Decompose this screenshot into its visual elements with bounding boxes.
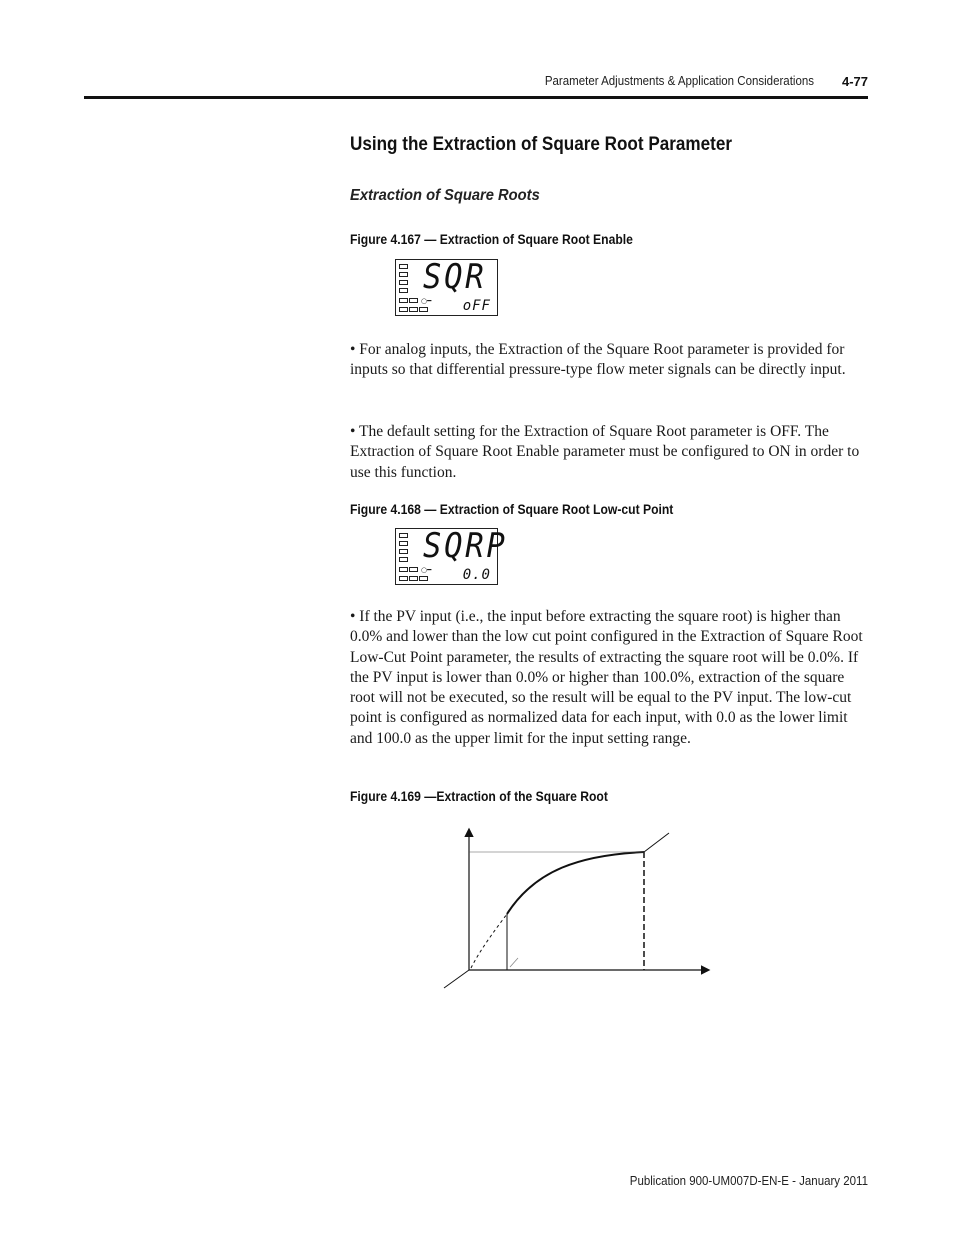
page-number: 4-77 bbox=[841, 74, 868, 89]
lcd-display-sqr bbox=[395, 259, 498, 316]
figure-caption-4-168: Figure 4.168 — Extraction of Square Root Low-cut Point bbox=[350, 502, 674, 517]
lcd-display-sqrp bbox=[395, 526, 508, 585]
key-icon: ○━ bbox=[421, 566, 432, 574]
status-indicator bbox=[409, 567, 418, 572]
status-indicator bbox=[399, 307, 408, 312]
status-indicator bbox=[399, 557, 408, 562]
status-indicator bbox=[399, 549, 408, 554]
status-indicator bbox=[399, 264, 408, 269]
running-title: Parameter Adjustments & Application Considerations bbox=[544, 74, 814, 88]
status-indicator bbox=[399, 576, 408, 581]
status-indicator bbox=[419, 307, 428, 312]
identity-line-upper bbox=[644, 833, 669, 852]
figure-caption-4-169: Figure 4.169 —Extraction of the Square Root bbox=[350, 789, 608, 804]
paragraph-default-setting: • The default setting for the Extraction of Square Root parameter is OFF. The Extraction of Square Root Enable parameter must be configured to ON in order to use this function. bbox=[350, 423, 860, 481]
lcd-sub-value: oFF bbox=[462, 298, 491, 314]
low-cut-pointer bbox=[510, 958, 518, 967]
status-indicator bbox=[399, 272, 408, 277]
status-indicator bbox=[399, 533, 408, 538]
section-subtitle: Extraction of Square Roots bbox=[350, 187, 540, 204]
status-indicator bbox=[399, 280, 408, 285]
square-root-diagram bbox=[440, 825, 720, 995]
status-indicator bbox=[399, 567, 408, 572]
status-indicator bbox=[399, 288, 408, 293]
lcd-main-value: SQRP bbox=[423, 526, 508, 566]
lcd-main-value: SQR bbox=[423, 257, 487, 297]
section-title: Using the Extraction of Square Root Parameter bbox=[350, 134, 732, 155]
paragraph-pv-input: • If the PV input (i.e., the input before extracting the square root) is higher than 0.0% and lower than the low cut point configured in the Extraction of Square Root Low-Cut Point parameter, the results of extracting the square root will be 0.0%. If the PV input is lower than 0.0% or higher than 100.0%, extraction of the square root will not be executed, so the result will be equal to the PV input. The low-cut point is configured as normalized data for each input, with 0.0 as the lower limit and 100.0 as the upper limit for the input setting range. bbox=[350, 608, 863, 747]
lcd-sub-value: 0.0 bbox=[462, 567, 491, 583]
status-indicator bbox=[409, 576, 418, 581]
status-indicator bbox=[399, 541, 408, 546]
low-cut-dashed-curve bbox=[471, 914, 507, 968]
identity-line-lower bbox=[444, 970, 469, 988]
square-root-curve bbox=[507, 852, 644, 914]
key-icon: ○━ bbox=[421, 297, 432, 305]
paragraph-analog-inputs: • For analog inputs, the Extraction of the Square Root parameter is provided for inputs so that differential pressure-type flow meter signals can be directly input. bbox=[350, 341, 846, 379]
status-indicator bbox=[419, 576, 428, 581]
figure-caption-4-167: Figure 4.167 — Extraction of Square Root Enable bbox=[350, 232, 633, 247]
status-indicator bbox=[409, 298, 418, 303]
header-rule bbox=[84, 96, 868, 99]
publication-footer: Publication 900-UM007D-EN-E - January 2011 bbox=[629, 1174, 868, 1188]
status-indicator bbox=[409, 307, 418, 312]
status-indicator bbox=[399, 298, 408, 303]
